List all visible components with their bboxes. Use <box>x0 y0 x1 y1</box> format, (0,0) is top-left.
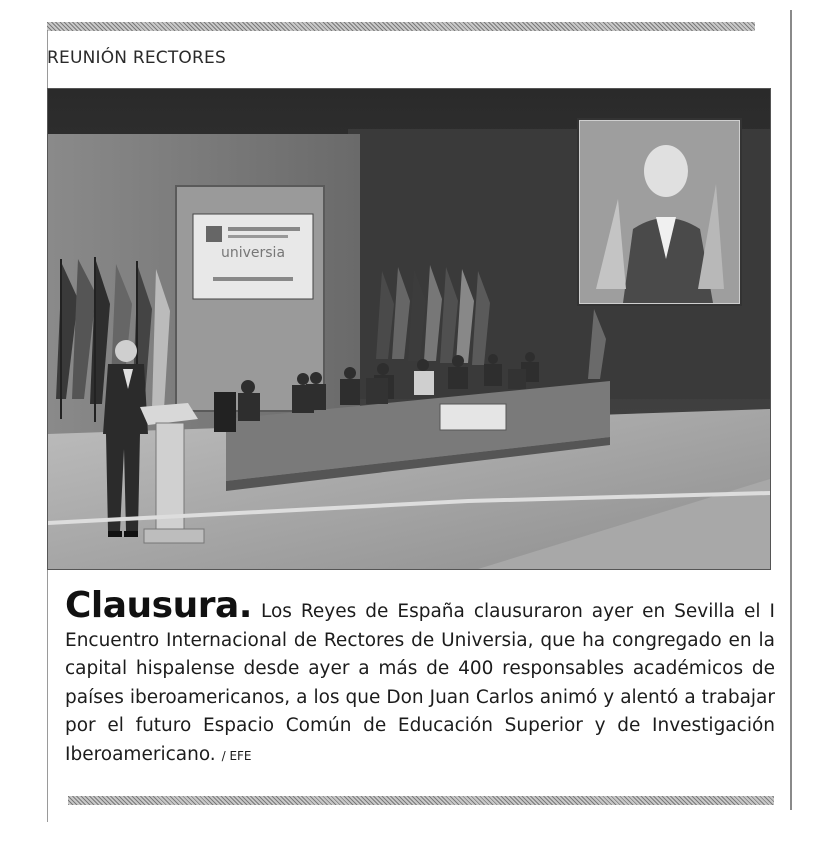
caption-text: Los Reyes de España clausuraron ayer en Sevilla el I Encuentro Internacional de Rectores de Universia, que ha congregado en la capital hispalense desde ayer a más de 400 responsables académicos de países iberoamericanos, a los que Don Juan Carlos animó y alentó a trabajar por el futuro Espacio Común de Educación Superior y de Investigación Iberoamericano. <box>65 601 775 765</box>
top-hatched-rule <box>47 22 755 31</box>
frame-right-rule <box>790 10 792 810</box>
photo-credit: / EFE <box>221 748 252 763</box>
section-heading: REUNIÓN RECTORES <box>47 48 226 68</box>
caption-lead: Clausura. <box>65 585 252 626</box>
photo-illustration <box>48 89 770 569</box>
logo-screen-text: universia <box>220 245 286 261</box>
photo-caption <box>65 585 775 771</box>
bottom-hatched-rule <box>68 796 774 805</box>
news-photo <box>47 88 771 570</box>
